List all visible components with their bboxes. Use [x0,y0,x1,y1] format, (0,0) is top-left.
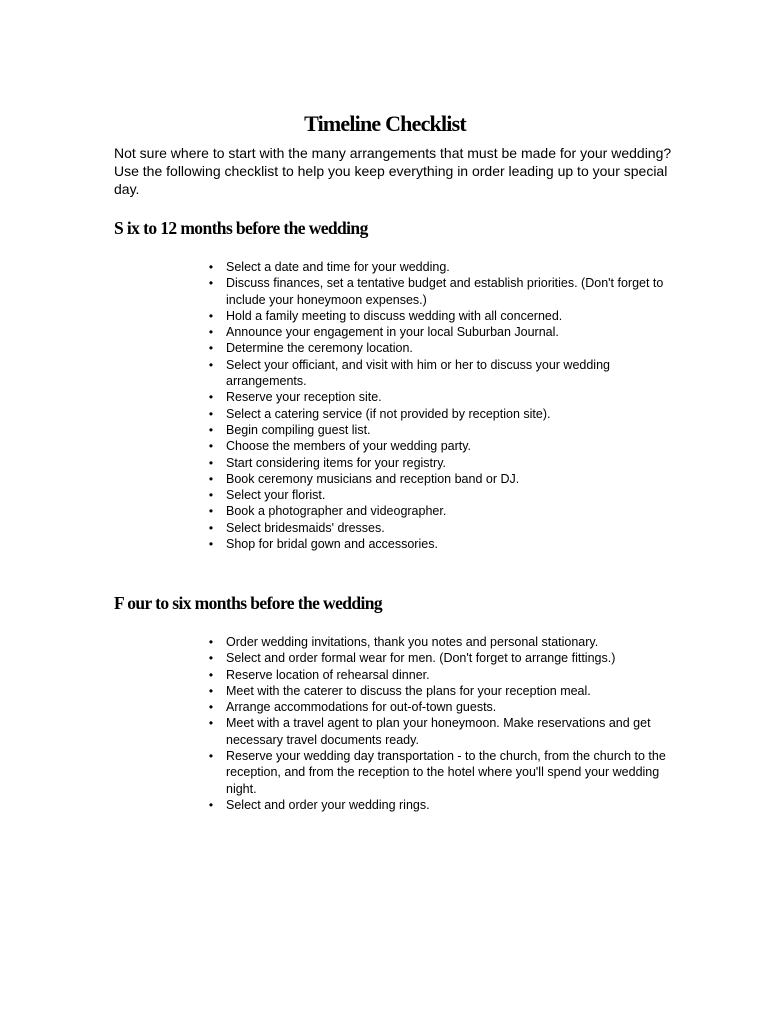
checklist-item-text: Book a photographer and videographer. [226,504,447,519]
checklist-item [206,748,666,797]
checklist-item-text: Determine the ceremony location. [226,341,413,356]
bullet-icon: • [208,667,214,682]
checklist-item-text: Arrange accommodations for out-of-town guests. [226,700,497,715]
bullet-icon: • [208,700,214,715]
section-heading-six-to-twelve-months: S ix to 12 months before the wedding [114,218,368,238]
checklist-item [206,308,666,324]
checklist-item [206,667,666,683]
page-title: Timeline Checklist [304,110,466,136]
bullet-icon: • [208,716,214,731]
checklist-item [206,536,666,552]
checklist-item [206,324,666,340]
checklist-item [206,340,666,356]
checklist-item-text: Choose the members of your wedding party. [226,439,472,454]
bullet-icon: • [208,422,214,437]
bullet-icon: • [208,520,214,535]
checklist-item [206,699,666,715]
checklist-item-text: Reserve location of rehearsal dinner. [226,667,430,682]
bullet-icon: • [208,683,214,698]
checklist-item-text: Select a catering service (if not provided by reception site). [226,406,551,421]
checklist-item [206,357,666,390]
checklist-item [206,715,666,748]
checklist-item-text: Select and order formal wear for men. (Don't forget to arrange fittings.) [226,651,616,666]
checklist-item-text: Meet with the caterer to discuss the plans for your reception meal. [226,683,591,698]
checklist-item [206,797,666,813]
bullet-icon: • [208,276,214,291]
checklist-item [206,683,666,699]
checklist-item [206,634,666,650]
checklist-item [206,259,666,275]
checklist-item [206,389,666,405]
checklist-item [206,487,666,503]
checklist-item [206,650,666,666]
checklist-item [206,455,666,471]
checklist-item [206,422,666,438]
bullet-icon: • [208,439,214,454]
checklist-item-text: Hold a family meeting to discuss wedding with all concerned. [226,308,563,323]
checklist-item-text: Order wedding invitations, thank you notes and personal stationary. [226,635,599,649]
bullet-icon: • [208,308,214,323]
checklist-item [206,471,666,487]
checklist-item-text: Book ceremony musicians and reception band or DJ. [226,471,520,486]
checklist-item-text: Meet with a travel agent to plan your honeymoon. Make reservations and get necessary travel documents ready. [226,716,651,747]
checklist-item [206,275,666,308]
checklist-item-text: Select your officiant, and visit with him or her to discuss your wedding arrangements. [226,357,610,389]
bullet-icon: • [208,260,214,274]
checklist-item-text: Reserve your wedding day transportation - to the church, from the church to the reception, and from the reception to the hotel where you'll spend your wedding night. [226,749,666,796]
bullet-icon: • [208,504,214,519]
checklist-item-text: Begin compiling guest list. [226,422,371,437]
checklist-six-to-twelve-months [206,259,666,552]
checklist-item-text: Discuss finances, set a tentative budget and establish priorities. (Don't forget to include your honeymoon expenses.) [226,276,664,307]
checklist-item [206,520,666,536]
checklist-item-text: Select bridesmaids' dresses. [226,520,385,535]
bullet-icon: • [208,406,214,421]
section-heading-four-to-six-months: F our to six months before the wedding [114,593,383,613]
intro-paragraph: Not sure where to start with the many arrangements that must be made for your wedding? Use the following checklist to help you keep everything in order leading up to your special day. [114,145,672,197]
checklist-item-text: Select a date and time for your wedding. [226,260,450,274]
checklist-item-text: Select and order your wedding rings. [226,797,430,812]
bullet-icon: • [208,325,214,340]
bullet-icon: • [208,537,214,552]
bullet-icon: • [208,455,214,470]
checklist-item-text: Start considering items for your registry. [226,455,446,470]
bullet-icon: • [208,488,214,503]
bullet-icon: • [208,471,214,486]
checklist-item-text: Select your florist. [226,488,326,503]
checklist-item-text: Reserve your reception site. [226,390,382,405]
bullet-icon: • [208,635,214,649]
bullet-icon: • [208,341,214,356]
bullet-icon: • [208,357,214,372]
bullet-icon: • [208,797,214,812]
checklist-four-to-six-months [206,634,666,813]
bullet-icon: • [208,749,214,764]
bullet-icon: • [208,390,214,405]
checklist-item-text: Announce your engagement in your local Suburban Journal. [226,325,559,340]
checklist-item [206,503,666,519]
bullet-icon: • [208,651,214,666]
checklist-item-text: Shop for bridal gown and accessories. [226,537,438,552]
checklist-item [206,438,666,454]
checklist-item [206,406,666,422]
